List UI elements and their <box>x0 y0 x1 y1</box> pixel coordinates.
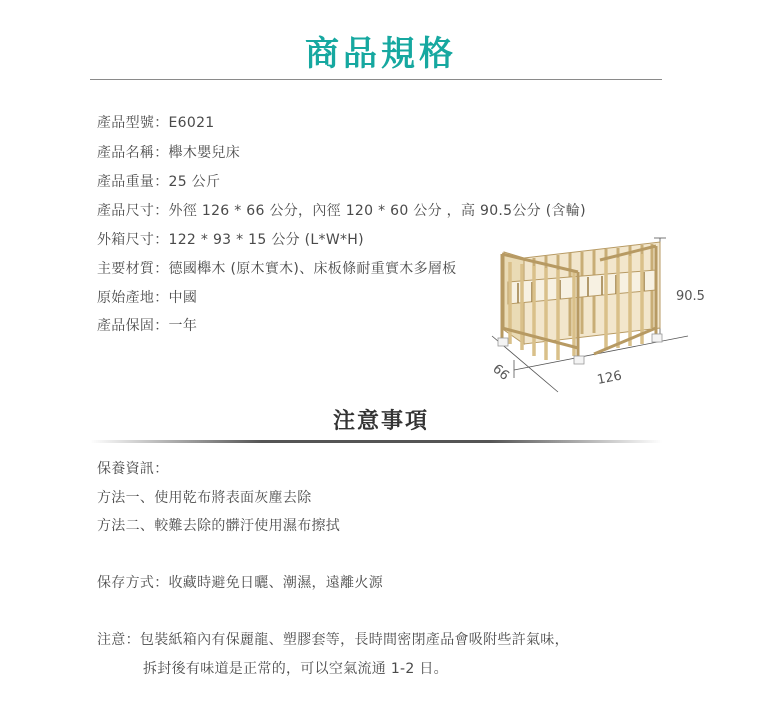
spec-label: 產品型號 <box>97 115 155 131</box>
spec-row-box-size <box>97 230 364 250</box>
spec-row-model <box>97 113 215 133</box>
spec-separator: ： <box>154 145 169 161</box>
notes-section-title: 注意事項 <box>332 409 429 434</box>
spec-row-name <box>97 143 240 163</box>
depth-dimension-label: 66 <box>489 361 512 384</box>
caution-note-continued: 拆封後有味道是正常的，可以空氣流通 1-2 日。 <box>143 661 448 677</box>
spec-label: 外箱尺寸 <box>97 232 155 248</box>
spec-label: 產品重量 <box>97 174 155 190</box>
spec-value: 德國櫸木 (原木實木)、床板條耐重實木多層板 <box>168 261 457 277</box>
spec-label: 產品尺寸 <box>97 203 155 219</box>
storage-note: 保存方式：收藏時避免日曬、潮濕，遠離火源 <box>97 575 383 591</box>
spec-separator: ： <box>154 261 169 277</box>
width-dimension-label: 126 <box>595 368 624 388</box>
spec-value: 122 * 93 * 15 公分 (L*W*H) <box>168 232 364 248</box>
spec-label: 產品保固 <box>97 318 155 334</box>
spec-value: 外徑 126 * 66 公分，內徑 120 * 60 公分 ，高 90.5公分 (含輪) <box>168 203 586 219</box>
spec-separator: ： <box>154 290 169 306</box>
spec-value: 25 公斤 <box>168 174 221 190</box>
spec-separator: ： <box>154 318 169 334</box>
care-info-heading: 保養資訊： <box>97 461 169 477</box>
care-method-one: 方法一、使用乾布將表面灰塵去除 <box>97 490 312 506</box>
spec-value: 一年 <box>168 318 198 334</box>
height-dimension-label: 90.5 <box>676 289 705 304</box>
spec-row-material <box>97 259 457 279</box>
spec-separator: ： <box>154 174 169 190</box>
spec-value: 櫸木嬰兒床 <box>168 145 241 161</box>
spec-row-origin <box>97 288 197 308</box>
spec-separator: ： <box>154 115 169 131</box>
spec-row-weight <box>97 172 220 192</box>
spec-label: 主要材質 <box>97 261 155 277</box>
spec-label: 產品名稱 <box>97 145 155 161</box>
crib-diagram <box>478 232 718 402</box>
spec-separator: ： <box>154 203 169 219</box>
spec-row-warranty <box>97 316 197 336</box>
spec-row-dimensions <box>97 201 586 221</box>
spec-value: E6021 <box>168 115 215 131</box>
spec-value: 中國 <box>168 290 198 306</box>
care-method-two: 方法二、較難去除的髒汙使用濕布擦拭 <box>97 518 341 534</box>
caution-note: 注意：包裝紙箱內有保麗龍、塑膠套等，長時間密閉產品會吸附些許氣味， <box>97 632 569 648</box>
page-title: 商品規格 <box>305 34 457 74</box>
spec-separator: ： <box>154 232 169 248</box>
title-divider <box>90 79 662 80</box>
notes-divider <box>90 440 662 443</box>
spec-label: 原始產地 <box>97 290 155 306</box>
